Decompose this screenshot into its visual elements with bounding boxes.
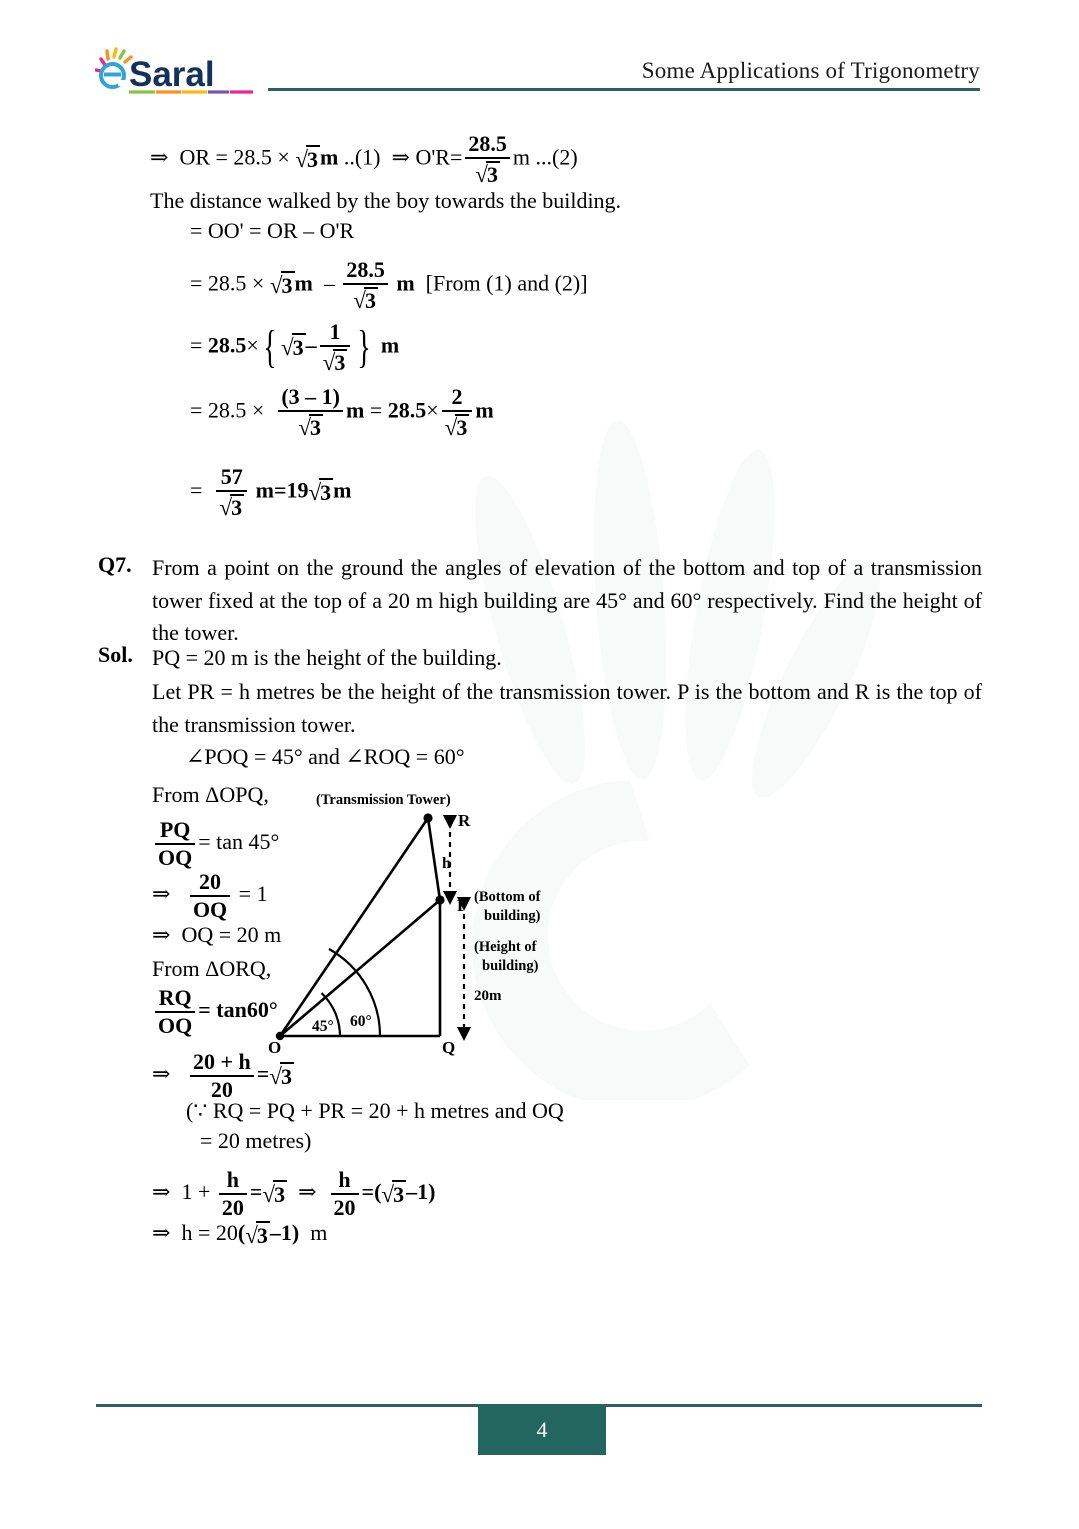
unit-m-final: m (310, 1220, 328, 1245)
svg-text:20m: 20m (474, 988, 502, 1004)
fraction-h-over-20-b: $\frac{h}{20}$ (331, 1168, 359, 1220)
svg-text:h: h (442, 855, 451, 872)
unit-m-line6-a: m (255, 477, 274, 503)
equation-ref-1: ..(1) (343, 144, 381, 170)
svg-text:60°: 60° (350, 1013, 372, 1030)
tan60-rhs: = tan60° (198, 996, 278, 1022)
svg-text:R: R (458, 811, 471, 830)
fraction-pq-over-oq: $\frac{PQ}{OQ}$ (155, 818, 195, 870)
line3-prefix: = 28.5 × (190, 270, 265, 296)
sqrt-3-eq7: √3 (245, 1221, 268, 1248)
equals-line6: = (273, 477, 287, 503)
implies-arrow: ⇒ (150, 144, 169, 170)
equation-line-6 (190, 465, 352, 520)
implies-arrow-3: ⇒ (152, 880, 171, 906)
svg-text:(Transmission Tower): (Transmission Tower) (316, 792, 451, 808)
sqrt-3-line3: √3 (269, 272, 293, 299)
equation-line-2: = OO' = OR – O'R (190, 218, 355, 243)
line5-prefix: = 28.5 × (190, 397, 265, 423)
page-number-badge: 4 (478, 1404, 606, 1455)
equation-rq-over-oq (152, 986, 278, 1038)
svg-text:P: P (457, 896, 468, 915)
sqrt-3-eq5: √3 (269, 1062, 292, 1089)
open-brace: { (263, 320, 277, 372)
equation-final-answer (152, 1220, 327, 1249)
tan45-rhs: = tan 45° (198, 828, 280, 854)
fraction-2-over-sqrt3: $\frac{2}{√3}$ (442, 385, 473, 440)
equals-eq6-a: = (249, 1178, 263, 1204)
implies-arrow-8: ⇒ (152, 1220, 171, 1245)
unit-m-line3-b: m (396, 270, 415, 296)
one-eq6: 1 (417, 1178, 429, 1204)
fraction-20-plus-h-over-20: $\frac{20 + h}{20}$ (190, 1050, 254, 1102)
header-divider (268, 88, 980, 91)
solution-line-1: PQ = 20 m is the height of the building. (152, 645, 502, 670)
trigonometry-diagram (268, 788, 598, 1073)
coef-28-5: 28.5 (207, 332, 247, 358)
unit-m-b: m (512, 144, 530, 170)
unit-m-line6-b: m (333, 477, 352, 503)
svg-text:O: O (268, 1038, 282, 1057)
equation-1-plus-h-over-20 (152, 1168, 435, 1220)
svg-text:building): building) (484, 908, 541, 924)
line6-prefix: = (190, 477, 203, 503)
close-paren-eq6: ) (428, 1178, 436, 1204)
sqrt-3-eq6-b: √3 (381, 1180, 405, 1207)
fraction-20-over-oq: $\frac{20}{OQ}$ (190, 870, 230, 922)
coef-28-5-line5: 28.5 (387, 397, 427, 423)
minus-sign-line4: – (305, 332, 317, 358)
oprime-r-expression: O'R= (415, 144, 463, 170)
line4-prefix: = (190, 332, 203, 358)
unit-m-line5-b: m (475, 397, 494, 423)
svg-text:45°: 45° (312, 1018, 334, 1035)
sqrt-3-line6: √3 (308, 479, 332, 506)
oq-value: OQ = 20 m (181, 922, 282, 947)
unit-m-line4: m (380, 332, 400, 358)
minus-eq6: – (406, 1178, 418, 1204)
equation-line-5 (190, 385, 494, 440)
solution-line-2: Let PR = h metres be the height of the transmission tower. P is the bottom and R is the top of the transmission tower. (152, 679, 982, 737)
solution-label: Sol. (98, 642, 133, 667)
equation-line-4 (190, 320, 399, 375)
open-paren-eq6: ( (374, 1178, 382, 1204)
equation-line-3 (190, 258, 588, 313)
sqrt-3-eq6-a: √3 (262, 1180, 286, 1207)
esaral-logo (95, 46, 255, 98)
fraction-3-minus-1-over-sqrt3: $\frac{(3 - 1)}{√3}$ (278, 385, 343, 440)
close-paren-eq7: ) (291, 1220, 300, 1245)
fraction-h-over-20-a: $\frac{h}{20}$ (219, 1168, 247, 1220)
because-line-1: (∵ RQ = PQ + PR = 20 + h metres and OQ (186, 1098, 564, 1123)
svg-text:(Height of: (Height of (474, 939, 537, 955)
angles-statement: ∠POQ = 45° and ∠ROQ = 60° (186, 744, 465, 769)
minus-sign-line3: – (323, 270, 335, 296)
page-header (0, 0, 1079, 110)
one-eq7: 1 (280, 1220, 292, 1245)
svg-text:(Bottom of: (Bottom of (474, 889, 541, 905)
equation-20-over-oq (152, 870, 268, 922)
svg-text:Saral: Saral (129, 55, 215, 94)
sqrt-3-line4: √3 (280, 334, 304, 361)
equals-line5: = (369, 397, 383, 423)
from-triangle-opq: From ΔOPQ, (152, 782, 269, 807)
sqrt-3-a: √3 (295, 146, 319, 173)
minus-eq7: – (269, 1220, 281, 1245)
implies-arrow-7: ⇒ (298, 1178, 317, 1204)
implies-arrow-5: ⇒ (152, 1060, 171, 1086)
because-line-2: = 20 metres) (200, 1128, 312, 1153)
unit-m-line3-a: m (294, 270, 313, 296)
implies-arrow-6: ⇒ (152, 1178, 171, 1204)
question-text: From a point on the ground the angles of elevation of the bottom and top of a transmission tower fixed at the top of a 20 m high building are 45° and 60° respectively. Find the height of the tower. (152, 555, 982, 646)
svg-text:building): building) (482, 958, 539, 974)
times-sign-line4: × (246, 332, 259, 358)
equals-eq6-b: = (361, 1178, 375, 1204)
unit-m-line5-a: m (345, 397, 365, 423)
equation-oq-equals-20 (152, 922, 281, 948)
h-equals-20: h = 20 (181, 1220, 238, 1245)
equals-one: = 1 (238, 880, 268, 906)
implies-arrow-4: ⇒ (152, 922, 171, 947)
from-triangle-orq: From ΔORQ, (152, 956, 272, 981)
from-1-and-2-note: [From (1) and (2)] (425, 270, 588, 296)
svg-text:Q: Q (442, 1038, 456, 1057)
one-plus-term: 1 + (181, 1178, 211, 1204)
equals-eq5: = (256, 1060, 270, 1086)
fraction-28-5-over-sqrt3: $\frac{28.5}{√3}$ (465, 132, 510, 187)
fraction-28-5-over-sqrt3-line3: $\frac{28.5}{√3}$ (343, 258, 388, 313)
coef-19: 19 (286, 477, 309, 503)
or-expression: OR = 28.5 × (179, 144, 290, 170)
unit-m-a: m (320, 144, 339, 170)
close-brace: } (357, 320, 371, 372)
implies-arrow-2: ⇒ (391, 144, 410, 170)
question-label: Q7. (98, 552, 132, 577)
times-line5: × (426, 397, 439, 423)
open-paren-eq7: ( (237, 1220, 246, 1245)
equation-ref-2: ...(2) (535, 144, 578, 170)
equation-line-1 (150, 132, 578, 187)
fraction-1-over-sqrt3: $\frac{1}{√3}$ (320, 320, 351, 375)
fraction-57-over-sqrt3: $\frac{57}{√3}$ (216, 465, 247, 520)
chapter-title: Some Applications of Trigonometry (641, 58, 980, 83)
fraction-rq-over-oq: $\frac{RQ}{OQ}$ (155, 986, 195, 1038)
equation-pq-over-oq (152, 818, 279, 870)
distance-statement: The distance walked by the boy towards the building. (150, 188, 622, 213)
